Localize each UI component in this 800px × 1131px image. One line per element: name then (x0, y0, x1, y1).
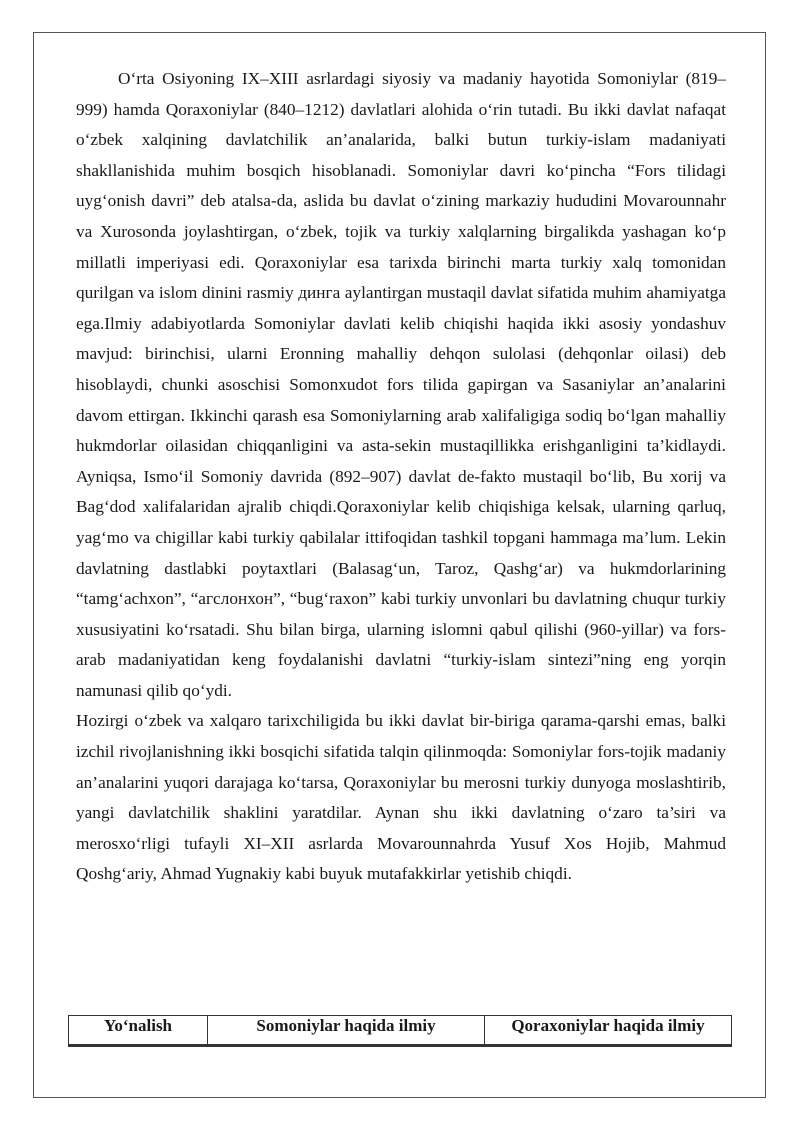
table-header-direction: Yo‘nalish (69, 1016, 208, 1046)
table-header-qoraxoniylar: Qoraxoniylar haqida ilmiy (485, 1016, 732, 1046)
document-body (76, 64, 726, 890)
paragraph-conclusion: Hozirgi o‘zbek va xalqaro tarixchiligida bu ikki davlat bir-biriga qarama-qarshi emas, balki izchil rivojlanishning ikki bosqichi sifatida talqin qilinmoqda: Somoniylar fors-tojik madaniy an’analarini yuqori darajaga ko‘tarsa, Qoraxoniylar bu merosni turkiy dunyoga moslashtirib, yangi davlatchilik shaklini yaratdilar. Aynan shu ikki davlatning o‘zaro ta’siri va merosxo‘rligi tufayli XI–XII asrlarda Movarounnahrda Yusuf Xos Hojib, Mahmud Qoshg‘ariy, Ahmad Yugnakiy kabi buyuk mutafakkirlar yetishib chiqdi. (76, 711, 726, 884)
table-header-row (69, 1016, 732, 1046)
table-header-somoniylar: Somoniylar haqida ilmiy (208, 1016, 485, 1046)
comparison-table (68, 1015, 732, 1047)
paragraph-intro: O‘rta Osiyoning IX–XIII asrlardagi siyosiy va madaniy hayotida Somoniylar (819–999) hamda Qoraxoniylar (840–1212) davlatlari alohida o‘rin tutadi. Bu ikki davlat nafaqat o‘zbek xalqining davlatchilik an’analarida, balki butun turkiy-islam madaniyati shakllanishida muhim bosqich hisoblanadi. Somoniylar davri ko‘pincha “Fors tilidagi uyg‘onish davri” deb atalsa-da, aslida bu davlat o‘zining markaziy hududini Movarounnahr va Xurosonda joylashtirgan, o‘zbek, tojik va turkiy xalqlarning birgalikda yashagan ko‘p millatli imperiyasi edi. Qoraxoniylar esa tarixda birinchi marta turkiy xalq tomonidan qurilgan va islom dinini rasmiy динга aylantirgan mustaqil davlat sifatida muhim ahamiyatga ega.Ilmiy adabiyotlarda Somoniylar davlati kelib chiqishi haqida ikki asosiy yondashuv mavjud: birinchisi, ularni Eronning mahalliy dehqon sulolasi (dehqonlar oilasi) deb hisoblaydi, chunki asoschisi Somonxudot fors tilida gapirgan va Sasaniylar an’analarini davom ettirgan. Ikkinchi qarash esa Somoniylarning arab xalifaligiga sodiq bo‘lgan mahalliy hukmdorlar oilasidan chiqqanligini va asta-sekin mustaqillikka erishganligini ta’kidlaydi. Ayniqsa, Ismo‘il Somoniy davrida (892–907) davlat de-fakto mustaqil bo‘lib, Bu xorij va Bag‘dod xalifalaridan ajralib chiqdi.Qoraxoniylar kelib chiqishiga kelsak, ularning qarluq, yag‘mo va chigillar kabi turkiy qabilalar ittifoqidan tashkil topgani hammaga ma’lum. Lekin davlatning dastlabki poytaxtlari (Balasag‘un, Taroz, Qashg‘ar) va hukmdorlarining “tamg‘achxon”, “агслонхон”, “bug‘raxon” kabi turkiy unvonlari bu davlatning chuqur turkiy xususiyatini ko‘rsatadi. Shu bilan birga, ularning islomni qabul qilishi (960-yillar) va fors-arab madaniyatidan keng foydalanishi davlatni “turkiy-islam sintezi”ning eng yorqin namunasi qilib qo‘ydi. (76, 69, 726, 700)
